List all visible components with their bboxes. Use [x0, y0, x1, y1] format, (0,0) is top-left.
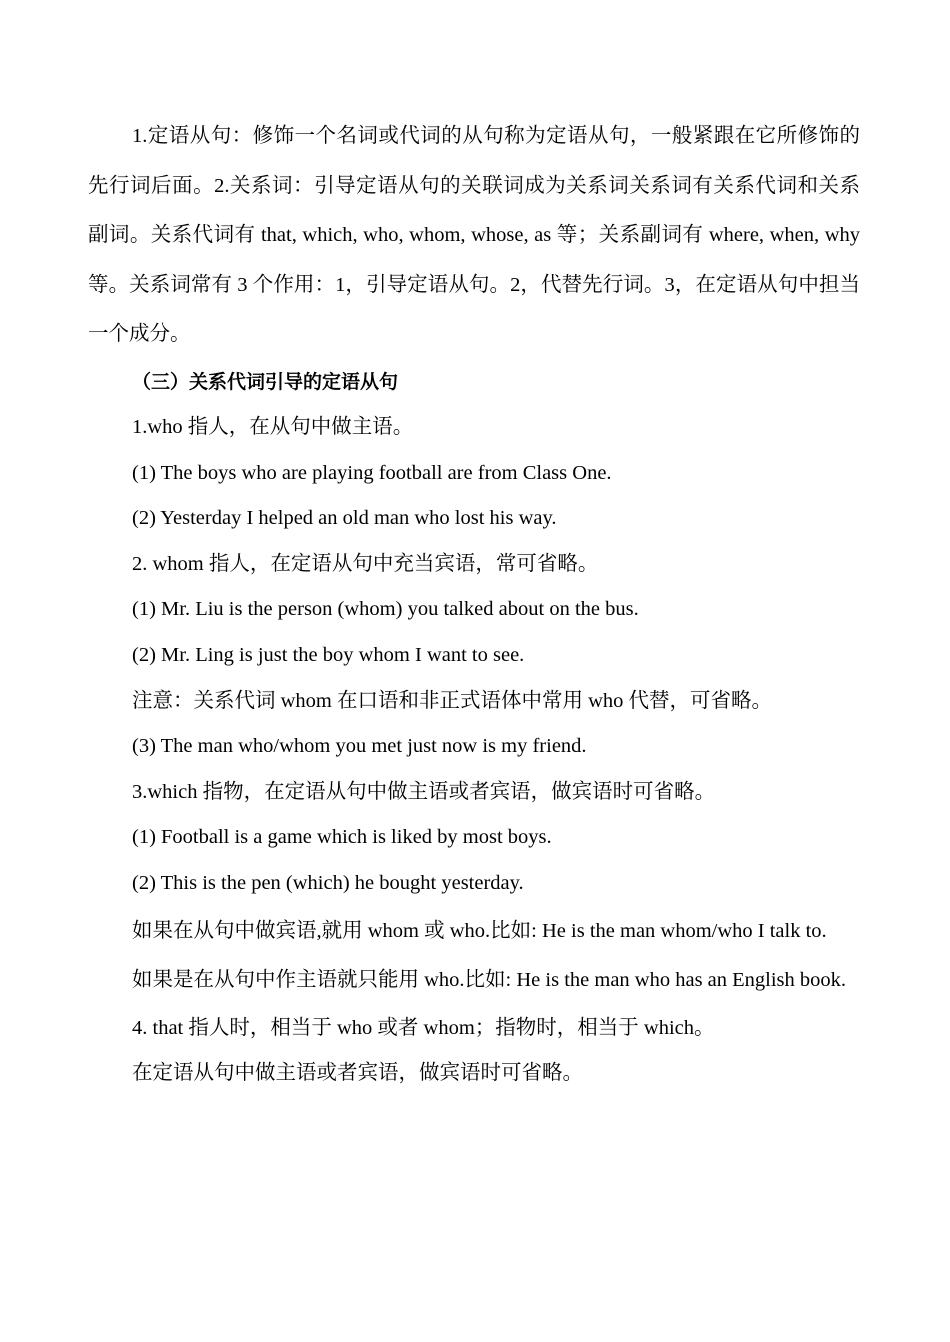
object-rule-paragraph: 如果在从句中做宾语,就用 whom 或 who.比如: He is the man whom/who I talk to. [132, 919, 827, 942]
document-body [88, 112, 860, 1097]
whom-note: 注意：关系代词 whom 在口语和非正式语体中常用 who 代替，可省略。 [132, 689, 773, 712]
which-example-2: (2) This is the pen (which) he bought yesterday. [132, 872, 524, 895]
that-title: 4. that 指人时，相当于 who 或者 whom；指物时，相当于 which。 [132, 1016, 715, 1039]
who-title: 1.who 指人，在从句中做主语。 [132, 416, 414, 439]
section-heading: （三）关系代词引导的定语从句 [132, 370, 399, 393]
that-note: 在定语从句中做主语或者宾语，做宾语时可省略。 [132, 1062, 583, 1085]
whom-example-3: (3) The man who/whom you met just now is my friend. [132, 735, 587, 758]
who-example-1: (1) The boys who are playing football are from Class One. [132, 461, 612, 484]
whom-example-1: (1) Mr. Liu is the person (whom) you talked about on the bus. [132, 598, 639, 621]
whom-example-2: (2) Mr. Ling is just the boy whom I want to see. [132, 644, 525, 667]
which-example-1: (1) Football is a game which is liked by most boys. [132, 826, 552, 849]
which-title: 3.which 指物，在定语从句中做主语或者宾语，做宾语时可省略。 [132, 780, 716, 803]
who-example-2: (2) Yesterday I helped an old man who lost his way. [132, 507, 557, 530]
whom-title: 2. whom 指人，在定语从句中充当宾语，常可省略。 [132, 552, 599, 575]
subject-rule-paragraph: 如果是在从句中作主语就只能用 who.比如: He is the man who has an English book. [132, 969, 847, 992]
intro-paragraph: 1.定语从句：修饰一个名词或代词的从句称为定语从句，一般紧跟在它所修饰的先行词后面。2.关系词：引导定语从句的关联词成为关系词关系词有关系代词和关系副词。关系代词有 that, which, who, whom, whose, as 等；关系副词有 where, when, why 等。关系词常有 3 个作用：1，引导定语从句。2，代替先行词。3，在定语从句中担当一个成分。 [88, 125, 860, 345]
